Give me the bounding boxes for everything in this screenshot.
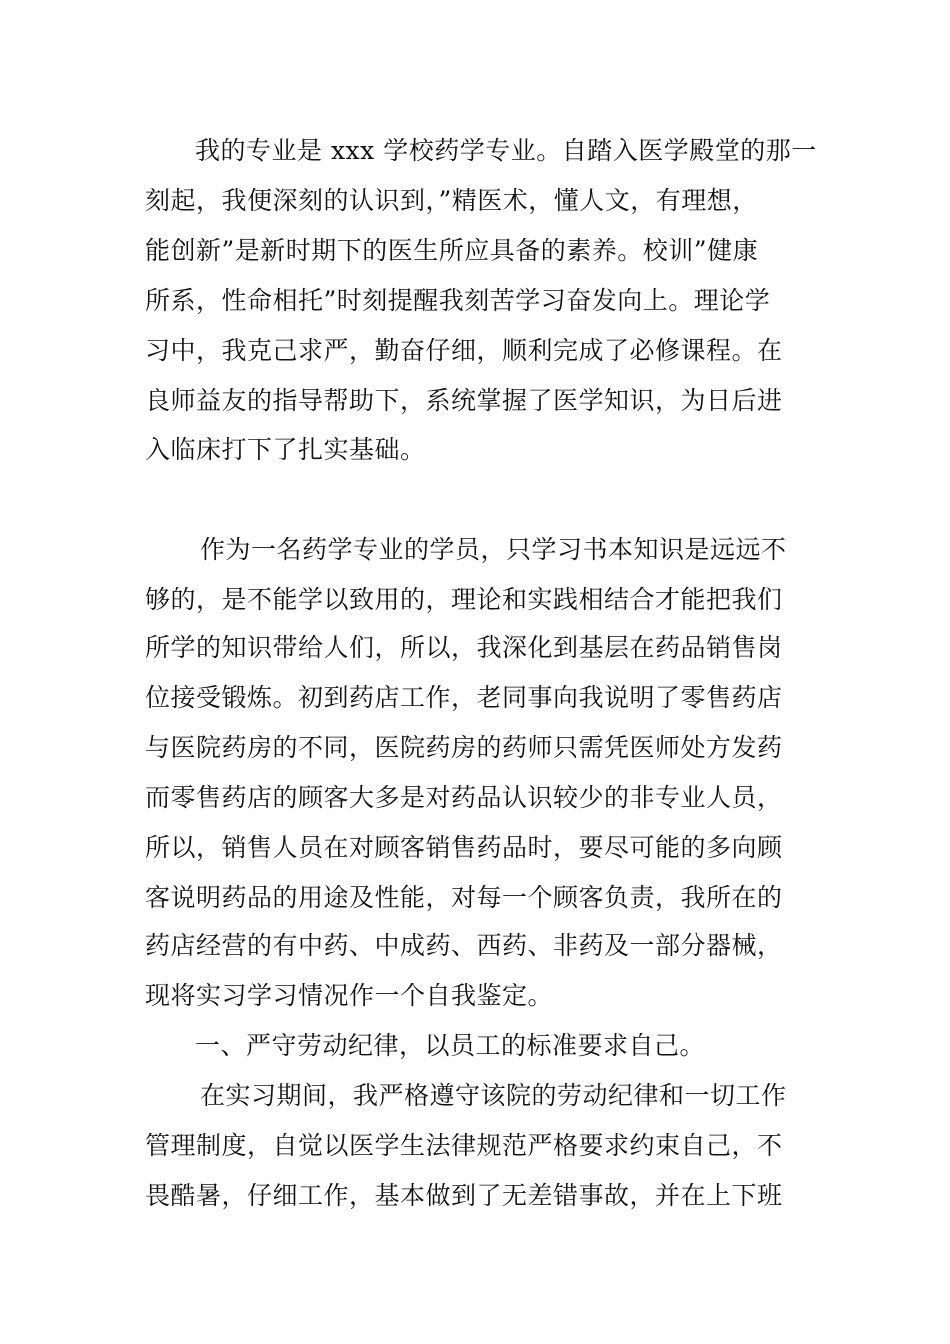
paragraph-1-line-7: 入临床打下了扎实基础。 <box>145 435 426 464</box>
paragraph-1-line-5: 习中，我克己求严，勤奋仔细，顺利完成了必修课程。在 <box>145 336 783 365</box>
paragraph-2-line-2: 够的，是不能学以致用的，理论和实践相结合才能把我们 <box>145 585 783 614</box>
paragraph-2-line-6: 而零售药店的顾客大多是对药品认识较少的非专业人员， <box>145 783 783 812</box>
paragraph-2-line-9: 药店经营的有中药、中成药、西药、非药及一部分器械， <box>145 931 783 960</box>
paragraph-1-line-3: 能创新”是新时期下的医生所应具备的素养。校训”健康 <box>145 236 759 265</box>
paragraph-2-line-8: 客说明药品的用途及性能，对每一个顾客负责，我所在的 <box>145 883 783 912</box>
paragraph-2-line-5: 与医院药房的不同，医院药房的药师只需凭医师处方发药 <box>145 733 783 762</box>
paragraph-1-line-2: 刻起，我便深刻的认识到，”精医术，懂人文，有理想， <box>145 186 758 215</box>
paragraph-3-line-2: 管理制度，自觉以医学生法律规范严格要求约束自己，不 <box>145 1131 783 1160</box>
paragraph-2-line-10: 现将实习学习情况作一个自我鉴定。 <box>145 981 554 1010</box>
paragraph-1-line-6: 良师益友的指导帮助下，系统掌握了医学知识，为日后进 <box>145 386 783 415</box>
paragraph-3-line-3: 畏酷暑，仔细工作，基本做到了无差错事故，并在上下班 <box>145 1181 783 1210</box>
paragraph-2-line-7: 所以，销售人员在对顾客销售药品时，要尽可能的多向顾 <box>145 833 783 862</box>
paragraph-2-line-3: 所学的知识带给人们，所以，我深化到基层在药品销售岗 <box>145 633 783 662</box>
paragraph-1-line-1: 我的专业是 xxx 学校药学专业。自踏入医学殿堂的那一 <box>195 136 817 165</box>
paragraph-1-line-4: 所系，性命相托”时刻提醒我刻苦学习奋发向上。理论学 <box>145 286 771 315</box>
paragraph-3-line-1: 在实习期间，我严格遵守该院的劳动纪律和一切工作 <box>200 1081 787 1110</box>
section-heading-1: 一、严守劳动纪律，以员工的标准要求自己。 <box>195 1031 706 1060</box>
paragraph-2-line-4: 位接受锻炼。初到药店工作，老同事向我说明了零售药店 <box>145 683 783 712</box>
paragraph-2-line-1: 作为一名药学专业的学员，只学习书本知识是远远不 <box>200 535 787 564</box>
